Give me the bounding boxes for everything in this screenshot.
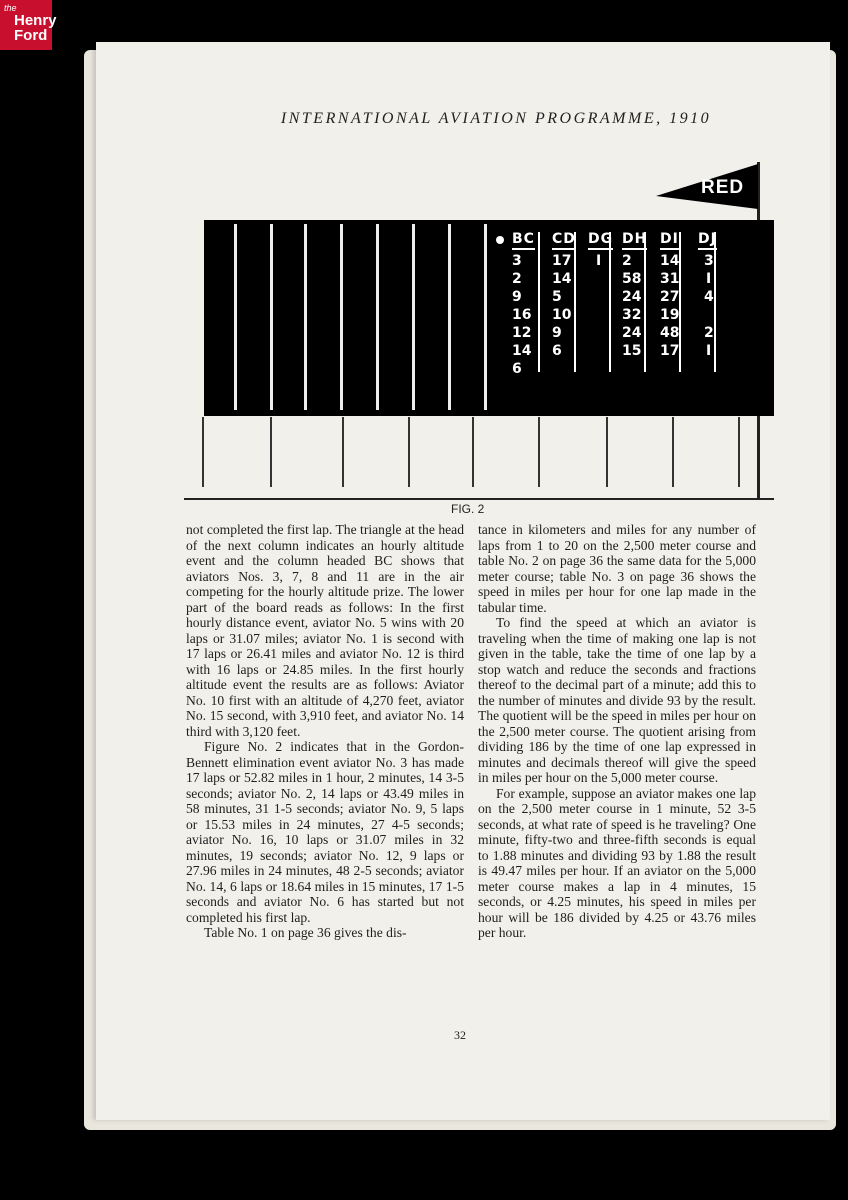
score-value: 15 — [622, 343, 642, 359]
board-strip — [340, 224, 343, 410]
score-value: 19 — [660, 307, 680, 323]
score-value: 6 — [552, 343, 562, 359]
score-value: I — [706, 343, 712, 359]
scoreboard — [204, 220, 774, 416]
score-value: 32 — [622, 307, 642, 323]
score-value: 17 — [660, 343, 680, 359]
score-value: 17 — [552, 253, 572, 269]
score-value: 9 — [552, 325, 562, 341]
score-column-header: DI — [660, 230, 679, 250]
score-value: 31 — [660, 271, 680, 287]
score-value: 14 — [552, 271, 572, 287]
logo-line-1: the — [4, 3, 17, 13]
score-value: 4 — [704, 289, 714, 305]
score-value: 14 — [660, 253, 680, 269]
board-strip — [484, 224, 487, 410]
score-column-header: BC — [512, 230, 535, 250]
score-value: 9 — [512, 289, 522, 305]
grid-line — [472, 417, 474, 487]
board-lower-grid — [202, 417, 774, 487]
score-column-cd — [552, 230, 576, 360]
score-value: 3 — [704, 253, 714, 269]
grid-line — [342, 417, 344, 487]
board-strip — [270, 224, 273, 410]
score-column-header: CD — [552, 230, 576, 250]
score-value: I — [706, 271, 712, 287]
right-column — [478, 522, 756, 941]
score-value: 3 — [512, 253, 522, 269]
score-value: 2 — [512, 271, 522, 287]
score-value: 5 — [552, 289, 562, 305]
board-strip — [376, 224, 379, 410]
board-strip — [304, 224, 307, 410]
score-column-dh — [622, 230, 647, 360]
score-value: 2 — [704, 325, 714, 341]
grid-line — [408, 417, 410, 487]
score-value: I — [596, 253, 602, 269]
score-column-header: DG — [588, 230, 613, 250]
paragraph: not completed the first lap. The triangle at the head of the next column indicates an hourly altitude event and the column headed BC shows that aviators Nos. 3, 7, 8 and 11 are in the air competing for the hourly altitude prize. The lower part of the board reads as follows: In the first hourly distance event, aviator No. 5 wins with 20 laps or 31.07 miles; aviator No. 1 is second with 17 laps or 26.41 miles and aviator No. 12 is third with 16 laps or 24.85 miles. In the first hourly altitude event the results are as follows: Aviator No. 10 first with an altitude of 4,270 feet, aviator No. 15 second, with 3,910 feet, and aviator No. 14 third with 3,120 feet. — [186, 522, 464, 739]
running-header: INTERNATIONAL AVIATION PROGRAMME, 1910 — [280, 110, 712, 127]
board-strip — [412, 224, 415, 410]
score-column-dg — [588, 230, 613, 270]
score-column-bc — [512, 230, 535, 378]
score-value: 24 — [622, 325, 642, 341]
paragraph: Figure No. 2 indicates that in the Gordon-Bennett elimination event aviator No. 3 has made 17 laps or 52.82 miles in 1 hour, 2 minutes, 14 3-5 seconds; aviator No. 2, 14 laps or 43.49 miles in 58 minutes, 31 1-5 seconds; aviator No. 9, 5 laps or 15.53 miles in 24 minutes, 27 4-5 seconds; aviator No. 16, 10 laps or 31.07 miles in 32 minutes, 19 seconds; aviator No. 12, 9 laps or 27.96 miles in 24 minutes, 48 2-5 seconds; aviator No. 14, 6 laps or 18.64 miles in 15 minutes, 17 1-5 seconds and aviator No. 6 has started but not completed his first lap. — [186, 739, 464, 925]
score-value: 6 — [512, 361, 522, 377]
score-value: 2 — [622, 253, 632, 269]
score-column-header: DJ — [698, 230, 717, 250]
score-value: 58 — [622, 271, 642, 287]
paragraph: To find the speed at which an aviator is traveling when the time of making one lap is not given in the table, take the time of one lap by a stop watch and reduce the seconds and fractions thereof to the decimal part of a minute; add this to the number of minutes and divide 93 by the result. The quotient will be the speed in miles per hour on the 2,500 meter course. The quotient arising from dividing 186 by the time of one lap expressed in minutes and decimals thereof will give the speed in miles per hour on the 5,000 meter course. — [478, 615, 756, 785]
triangle-marker — [496, 236, 504, 244]
logo-line-2: Henry — [14, 12, 57, 29]
logo-line-3: Ford — [14, 27, 48, 44]
grid-line — [270, 417, 272, 487]
score-column-header: DH — [622, 230, 647, 250]
score-column-di — [660, 230, 679, 360]
score-value: 10 — [552, 307, 572, 323]
figure-caption: FIG. 2 — [451, 502, 485, 516]
grid-line — [672, 417, 674, 487]
grid-line — [202, 417, 204, 487]
score-value: 27 — [660, 289, 680, 305]
score-value: 24 — [622, 289, 642, 305]
grid-line — [538, 417, 540, 487]
flag-label: RED — [701, 177, 745, 198]
score-value: 12 — [512, 325, 532, 341]
score-value: 48 — [660, 325, 680, 341]
left-column — [186, 522, 464, 941]
score-value — [698, 306, 717, 324]
figure-baseline — [184, 498, 774, 500]
book-page — [96, 42, 830, 1120]
grid-line — [738, 417, 740, 487]
score-separator — [538, 232, 540, 372]
score-column-dj — [698, 230, 717, 360]
board-strip — [234, 224, 237, 410]
score-value: 14 — [512, 343, 532, 359]
page-number: 32 — [454, 1028, 466, 1042]
board-strip — [448, 224, 451, 410]
henry-ford-logo — [0, 0, 57, 50]
score-value: 16 — [512, 307, 532, 323]
paragraph: Table No. 1 on page 36 gives the dis- — [204, 925, 407, 940]
paragraph: tance in kilometers and miles for any number of laps from 1 to 20 on the 2,500 meter course and table No. 2 on page 36 the same data for the 5,000 meter course; table No. 3 on page 36 shows the speed in miles per hour for one lap made in the tabular time. — [478, 522, 756, 615]
grid-line — [606, 417, 608, 487]
paragraph: For example, suppose an aviator makes one lap on the 2,500 meter course in 1 minute, 52 3-5 seconds, at what rate of speed is he traveling? One minute, fifty-two and three-fifth seconds is equal to 1.88 minutes and dividing 93 by 1.88 the result is 49.47 miles per hour. If an aviator on the 5,000 meter course makes a lap in 4 minutes, 15 seconds, or 4.25 minutes, his speed in miles per hour will be 186 divided by 4.25 or 43.76 miles per hour. — [478, 785, 756, 940]
